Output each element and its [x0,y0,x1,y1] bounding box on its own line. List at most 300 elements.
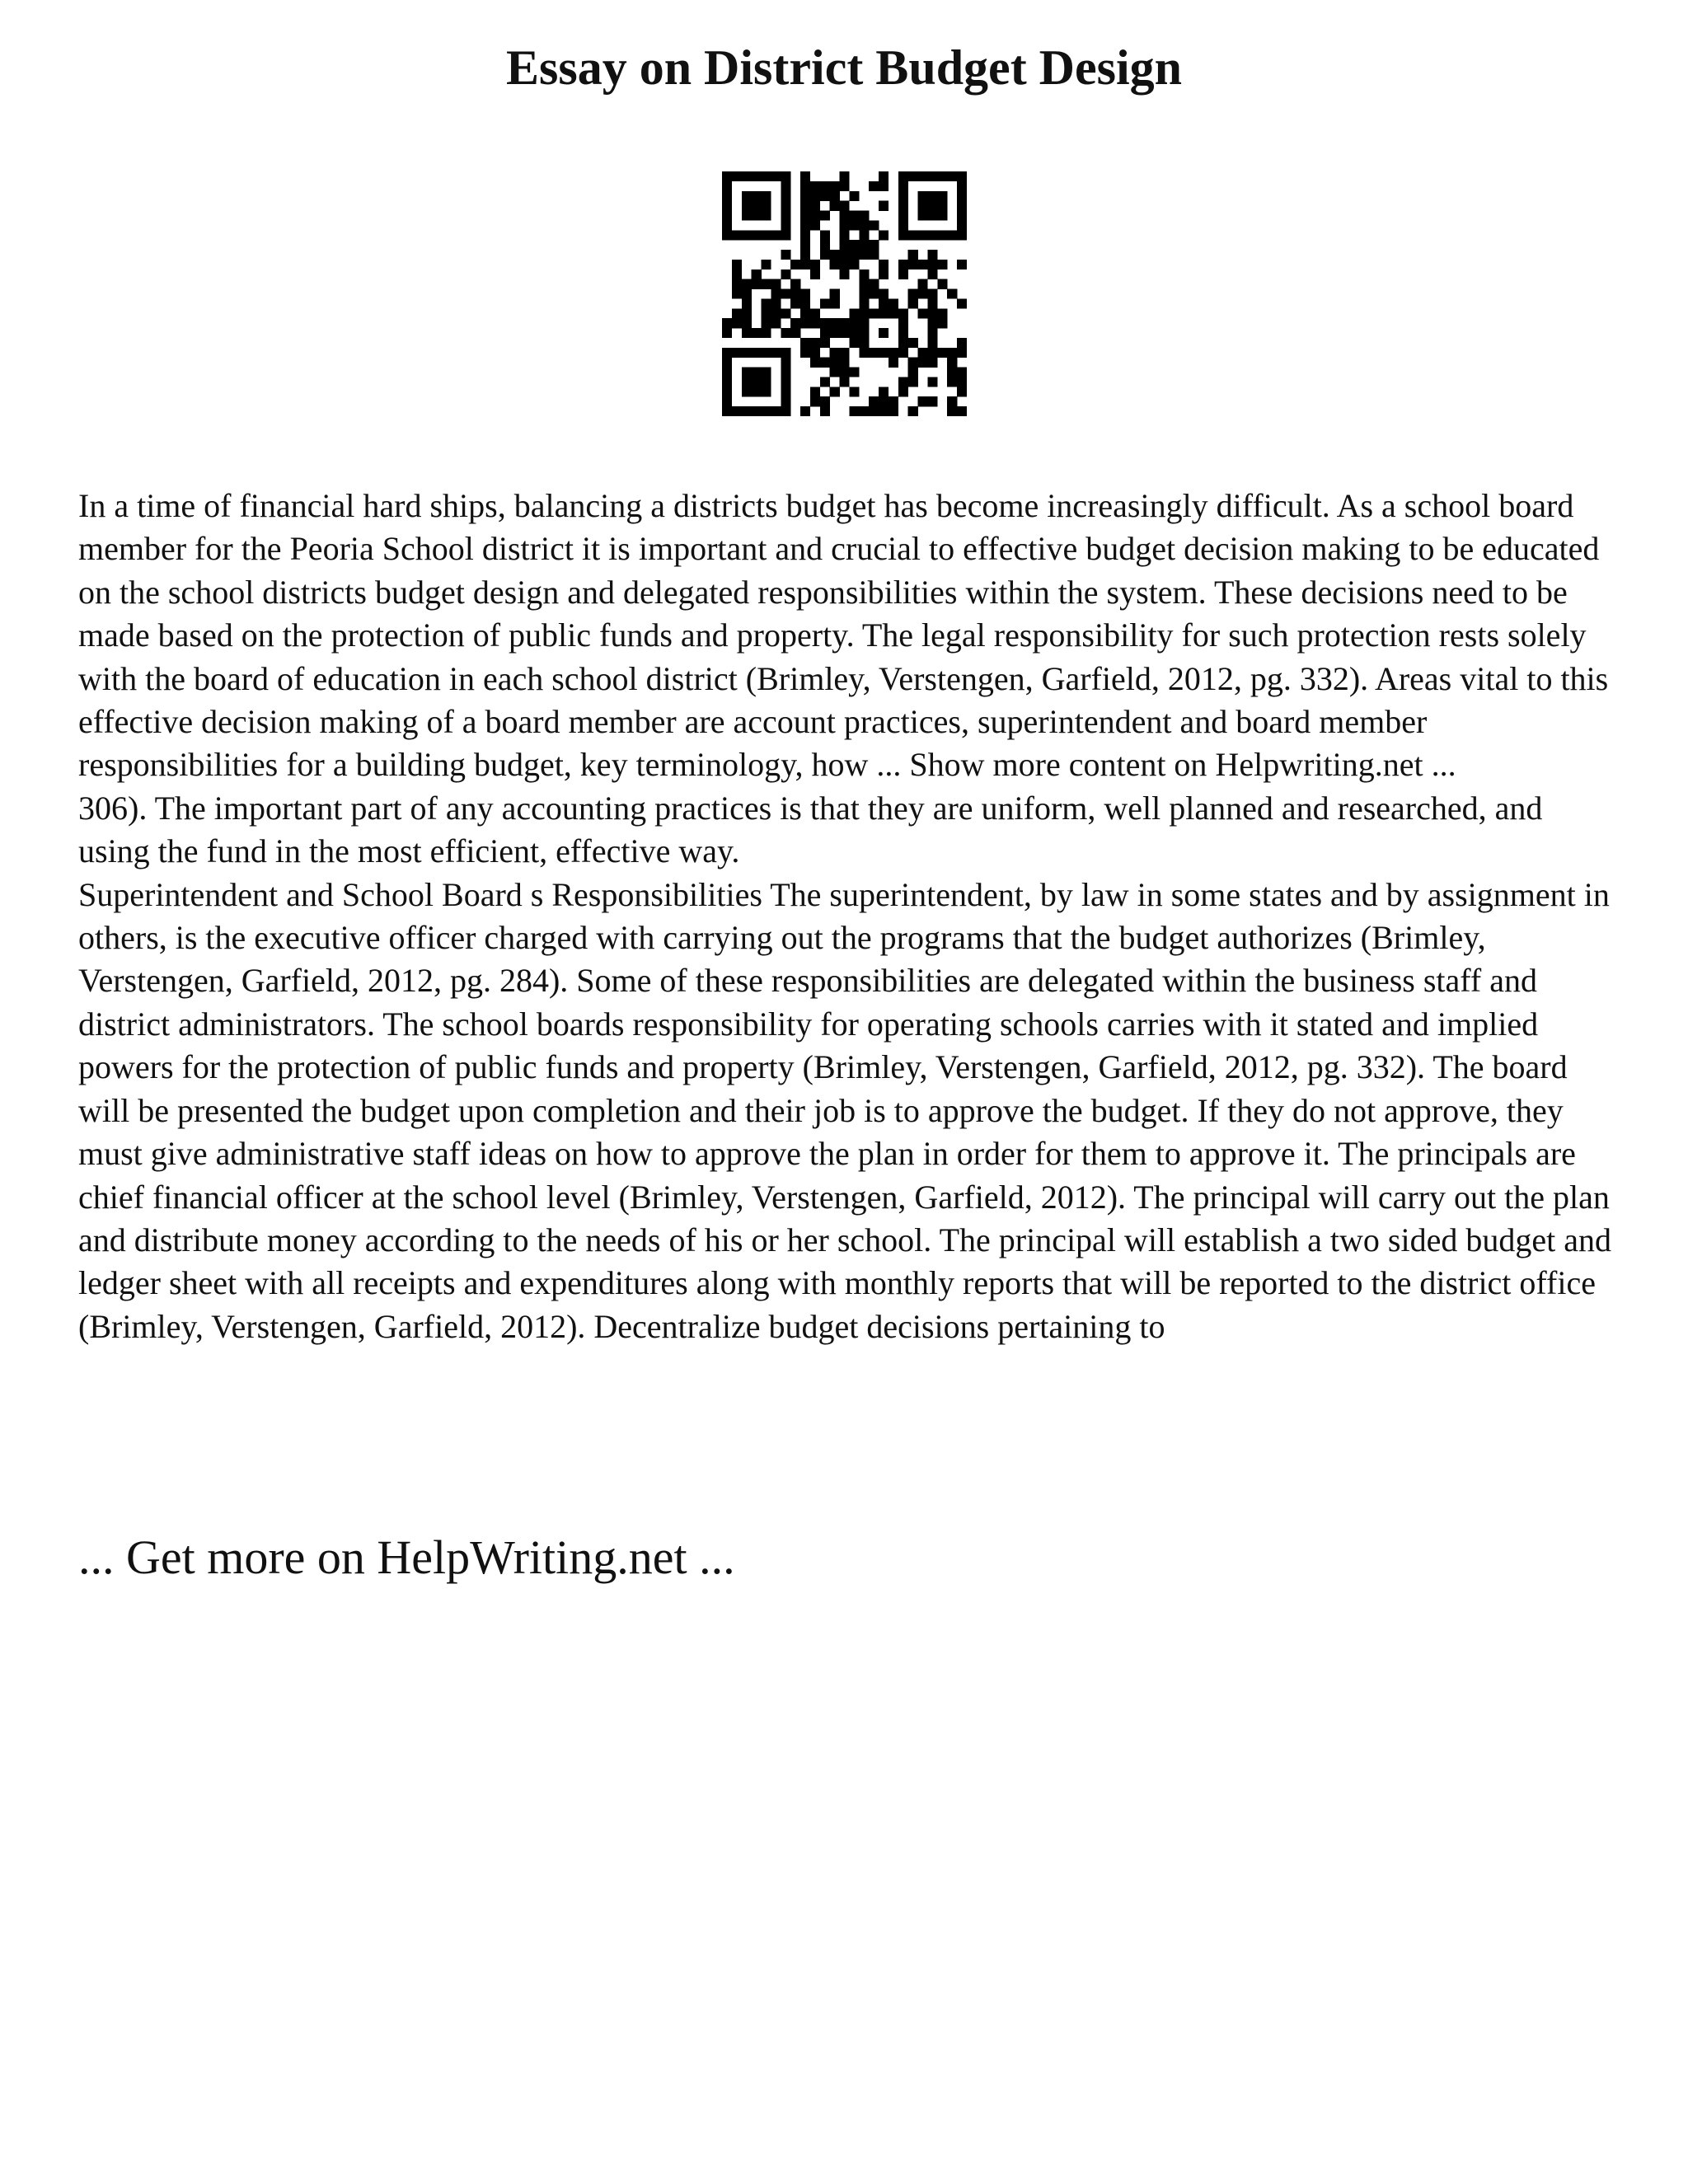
qr-module [898,171,908,181]
qr-module [810,338,820,348]
qr-module [830,358,840,368]
qr-module [771,348,781,358]
qr-module [790,279,800,289]
qr-module [927,201,937,211]
qr-module [781,230,790,240]
qr-module [898,377,908,387]
qr-module [947,171,957,181]
qr-module [810,181,820,191]
qr-module [722,348,732,358]
qr-module [957,220,967,230]
qr-module [800,260,810,269]
qr-module [722,328,732,338]
qr-module [937,318,947,328]
qr-module [762,377,771,387]
qr-module [957,298,967,308]
qr-module [869,289,879,299]
qr-module [781,191,790,201]
qr-module [722,406,732,416]
qr-module [732,269,742,279]
qr-module [879,348,889,358]
qr-module [869,181,879,191]
qr-module [800,181,810,191]
qr-module [879,201,889,211]
qr-module [722,358,732,368]
qr-module [820,230,830,240]
qr-module [800,318,810,328]
get-more-link[interactable]: ... Get more on HelpWriting.net ... [78,1530,735,1584]
qr-module [790,289,800,299]
qr-module [879,387,889,396]
qr-module [752,269,762,279]
qr-module [732,308,742,318]
qr-module [732,171,742,181]
qr-module [810,211,820,221]
qr-module [927,289,937,299]
qr-module [830,289,840,299]
qr-module [937,260,947,269]
qr-module [859,318,869,328]
qr-module [800,298,810,308]
qr-module [937,230,947,240]
qr-module [947,377,957,387]
qr-module [830,298,840,308]
qr-module [849,387,859,396]
qr-module [810,201,820,211]
qr-module [810,269,820,279]
qr-module [830,318,840,328]
qr-module [957,171,967,181]
qr-module [908,406,918,416]
qr-module [752,377,762,387]
qr-module [840,269,850,279]
qr-module [937,191,947,201]
qr-module [800,348,810,358]
qr-module [840,328,850,338]
qr-module [840,201,850,211]
qr-module [762,318,771,328]
qr-module [937,171,947,181]
qr-module [879,181,889,191]
qr-module [889,298,898,308]
qr-module [879,298,889,308]
qr-module [849,211,859,221]
qr-module [840,250,850,260]
qr-module [859,338,869,348]
qr-module [927,298,937,308]
qr-module [742,387,752,396]
qr-module [830,191,840,201]
qr-module [840,171,850,181]
qr-module [869,308,879,318]
qr-module [762,406,771,416]
qr-module [859,269,869,279]
qr-module [820,396,830,406]
qr-module [752,348,762,358]
qr-module [918,201,928,211]
qr-module [937,308,947,318]
qr-module [722,230,732,240]
qr-module [800,211,810,221]
qr-module [879,328,889,338]
qr-module [752,406,762,416]
qr-module [732,289,742,299]
qr-module [859,279,869,289]
qr-module [840,377,850,387]
qr-module [820,358,830,368]
qr-module [810,220,820,230]
qr-module [722,181,732,191]
qr-module [830,201,840,211]
qr-module [927,250,937,260]
qr-module [820,181,830,191]
qr-module [762,260,771,269]
qr-module [781,181,790,191]
qr-module [918,289,928,299]
qr-module [859,240,869,250]
qr-module [879,308,889,318]
qr-module [762,298,771,308]
qr-module [849,406,859,416]
qr-module [947,358,957,368]
qr-module [810,260,820,269]
qr-module [722,171,732,181]
qr-module [879,269,889,279]
qr-module [752,279,762,289]
qr-module [918,260,928,269]
qr-module [927,358,937,368]
qr-module [918,191,928,201]
qr-module [810,318,820,328]
qr-module [908,230,918,240]
qr-module [879,396,889,406]
qr-module [722,191,732,201]
qr-module [869,279,879,289]
qr-module [840,211,850,221]
qr-module [790,260,800,269]
qr-module [742,289,752,299]
qr-module [752,328,762,338]
qr-module [762,308,771,318]
qr-module [957,377,967,387]
qr-module [849,240,859,250]
qr-module [840,181,850,191]
qr-module [810,358,820,368]
qr-module [889,396,898,406]
qr-module [810,396,820,406]
qr-module [937,348,947,358]
qr-module [762,201,771,211]
qr-module [840,230,850,240]
qr-module [810,348,820,358]
qr-module [927,269,937,279]
qr-module [732,318,742,328]
qr-module [722,201,732,211]
qr-module [830,328,840,338]
qr-module [918,396,928,406]
qr-module [830,250,840,260]
qr-module [820,191,830,201]
qr-module [859,211,869,221]
qr-module [781,396,790,406]
qr-module [918,308,928,318]
qr-module [840,348,850,358]
qr-module [830,368,840,377]
qr-module [898,260,908,269]
qr-module [879,406,889,416]
qr-module [830,181,840,191]
paragraph-accounting: 306). The important part of any accounting practices is that they are uniform, well planned and researched, and using the fund in the most efficient, effective way. [78,789,1543,870]
qr-module [849,338,859,348]
qr-module [732,260,742,269]
qr-module [771,289,781,299]
qr-module [918,279,928,289]
qr-module [957,191,967,201]
qr-module [810,308,820,318]
qr-module [927,211,937,221]
qr-module [927,338,937,348]
qr-module [732,279,742,289]
qr-module [918,358,928,368]
qr-module [937,201,947,211]
qr-module [820,298,830,308]
qr-module [889,308,898,318]
qr-module [771,171,781,181]
qr-module [889,406,898,416]
qr-module [927,230,937,240]
qr-module [957,201,967,211]
qr-module [957,260,967,269]
qr-module [762,387,771,396]
qr-module [762,348,771,358]
qr-module [752,211,762,221]
qr-module [762,328,771,338]
qr-module [908,260,918,269]
document-body [78,485,1620,1348]
qr-module [879,289,889,299]
qr-module [800,240,810,250]
qr-module [898,308,908,318]
qr-module [771,318,781,328]
document-title: Essay on District Budget Design [505,40,1183,95]
qr-module [781,368,790,377]
qr-module [820,338,830,348]
qr-module [947,348,957,358]
qr-module [927,328,937,338]
qr-module [742,171,752,181]
qr-module [820,377,830,387]
qr-module [927,191,937,201]
qr-module [859,220,869,230]
qr-module [800,191,810,201]
qr-module [820,240,830,250]
qr-module [752,191,762,201]
qr-module [742,348,752,358]
qr-module [800,220,810,230]
qr-module [879,171,889,181]
qr-module [879,260,889,269]
qr-module [800,289,810,299]
qr-module [790,298,800,308]
qr-module [947,289,957,299]
qr-module [859,230,869,240]
qr-module [859,298,869,308]
qr-module [898,191,908,201]
qr-module [742,201,752,211]
qr-module [927,348,937,358]
qr-module [849,220,859,230]
qr-module [927,396,937,406]
qr-module [889,348,898,358]
qr-module [859,308,869,318]
qr-module [859,406,869,416]
qr-module [918,348,928,358]
qr-module [869,240,879,250]
qr-module [898,181,908,191]
paragraph-intro: In a time of financial hard ships, balancing a districts budget has become increasingly difficult. As a school board member for the Peoria School district it is important and crucial to effective budget decision making to be educated on the school districts budget design and delegated responsibilities within the system. These decisions need to be made based on the protection of public funds and property. The legal responsibility for such protection rests solely with the board of education in each school district (Brimley, Verstengen, Garfield, 2012, pg. 332). Areas vital to this effective decision making of a board member are account practices, superintendent and board member responsibilities for a building budget, key terminology, how ... Show more content on Helpwriting.net ... [78,487,1609,784]
qr-module [937,279,947,289]
qr-module [908,250,918,260]
qr-module [800,171,810,181]
qr-module [820,406,830,416]
qr-module [849,260,859,269]
qr-module [849,368,859,377]
qr-module [742,328,752,338]
qr-module [849,328,859,338]
qr-module [771,298,781,308]
qr-module [742,298,752,308]
qr-module [869,406,879,416]
qr-module [898,220,908,230]
qr-module [840,240,850,250]
qr-module [957,368,967,377]
qr-module [790,328,800,338]
qr-module [771,230,781,240]
qr-module [752,171,762,181]
qr-module [790,318,800,328]
qr-module [781,201,790,211]
qr-module [957,387,967,396]
qr-module [800,201,810,211]
qr-module [840,318,850,328]
qr-module [742,377,752,387]
qr-module [800,338,810,348]
qr-code-icon[interactable] [722,171,967,416]
qr-module [781,308,790,318]
qr-module [947,230,957,240]
qr-module [781,171,790,181]
qr-module [820,328,830,338]
qr-module [869,396,879,406]
qr-module [722,368,732,377]
qr-module [781,406,790,416]
qr-module [732,348,742,358]
qr-module [820,211,830,221]
qr-module [859,348,869,358]
qr-module [742,318,752,328]
qr-module [820,250,830,260]
qr-module [781,328,790,338]
qr-module [927,260,937,269]
qr-module [908,358,918,368]
qr-module [918,230,928,240]
qr-module [947,406,957,416]
qr-module [898,269,908,279]
qr-module [840,220,850,230]
qr-module [908,171,918,181]
qr-module [908,368,918,377]
qr-module [722,318,732,328]
qr-module [742,279,752,289]
qr-module [869,220,879,230]
qr-module [722,220,732,230]
qr-module [820,318,830,328]
qr-module [859,250,869,260]
qr-module [879,230,889,240]
qr-module [898,338,908,348]
qr-module [957,181,967,191]
qr-module [908,298,918,308]
qr-module [771,406,781,416]
qr-module [898,348,908,358]
qr-module [957,338,967,348]
qr-module [889,358,898,368]
qr-module [830,387,840,396]
qr-module [762,191,771,201]
qr-module [849,318,859,328]
qr-module [781,348,790,358]
qr-module [762,368,771,377]
qr-module [898,328,908,338]
qr-module [849,308,859,318]
qr-module [742,191,752,201]
qr-module [849,191,859,201]
qr-module [840,260,850,269]
qr-module [918,171,928,181]
qr-module [742,230,752,240]
qr-module [849,250,859,260]
qr-module [859,328,869,338]
qr-module [869,250,879,260]
qr-module [781,289,790,299]
qr-module [927,318,937,328]
qr-module [869,348,879,358]
qr-module [742,211,752,221]
qr-module [810,191,820,201]
qr-module [800,406,810,416]
qr-module [762,230,771,240]
qr-module [781,211,790,221]
qr-module [742,368,752,377]
qr-module [781,358,790,368]
qr-module [830,260,840,269]
qr-module [781,220,790,230]
qr-module [908,338,918,348]
qr-module [927,377,937,387]
qr-module [898,230,908,240]
qr-module [732,406,742,416]
qr-module [957,211,967,221]
qr-module [830,348,840,358]
qr-module [840,368,850,377]
qr-module [947,368,957,377]
qr-module [781,269,790,279]
qr-module [859,289,869,299]
qr-module [908,289,918,299]
qr-module [781,250,790,260]
qr-module [781,387,790,396]
qr-module [840,358,850,368]
